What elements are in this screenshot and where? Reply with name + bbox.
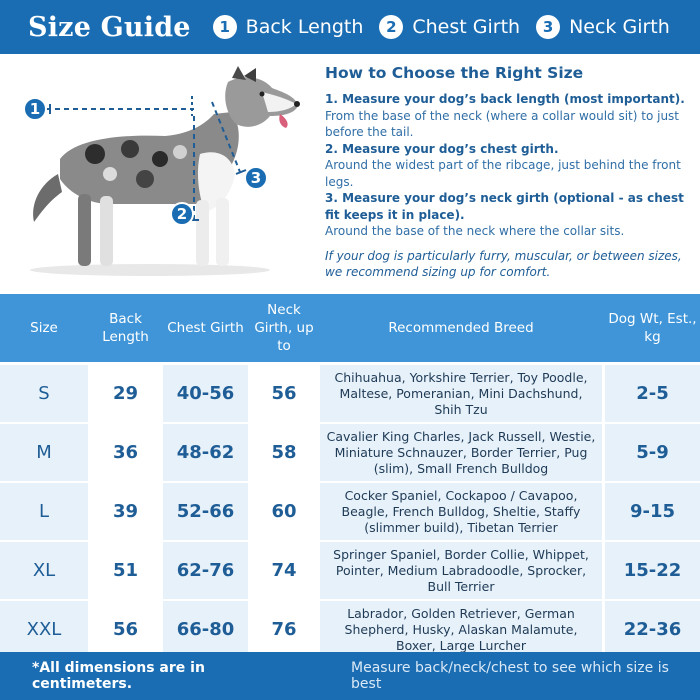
table-row bbox=[0, 542, 700, 599]
measure-tip: Measure back/neck/chest to see which size is best bbox=[351, 660, 669, 692]
step-3-heading: 3. Measure your dog’s neck girth (optional - as chest fit keeps it in place). bbox=[325, 191, 684, 222]
step-2-description: Around the widest part of the ribcage, just behind the front legs. bbox=[325, 158, 681, 189]
header-neck-girth: Neck Girth, up to bbox=[254, 302, 314, 354]
page-title: Size Guide bbox=[28, 11, 191, 43]
number-badge-3: 3 bbox=[536, 15, 560, 39]
chest-girth-cell: 40-56 bbox=[163, 365, 248, 422]
table-row bbox=[0, 365, 700, 422]
breed-cell: Chihuahua, Yorkshire Terrier, Toy Poodle, Maltese, Pomeranian, Mini Dachshund, Shih Tzu bbox=[320, 365, 602, 422]
weight-cell: 15-22 bbox=[605, 542, 700, 599]
dog-measurement-diagram bbox=[0, 54, 318, 292]
chest-girth-cell: 52-66 bbox=[163, 483, 248, 540]
back-length-cell: 51 bbox=[91, 542, 160, 599]
weight-cell: 22-36 bbox=[605, 601, 700, 658]
back-length-cell: 39 bbox=[91, 483, 160, 540]
breed-cell: Springer Spaniel, Border Collie, Whippet, Pointer, Medium Labradoodle, Sprocker, Bull Terrier bbox=[320, 542, 602, 599]
units-note: *All dimensions are in centimeters. bbox=[32, 660, 205, 692]
weight-cell: 2-5 bbox=[605, 365, 700, 422]
weight-cell: 5-9 bbox=[605, 424, 700, 481]
size-cell: M bbox=[0, 424, 88, 481]
marker-2-badge: 2 bbox=[170, 202, 194, 226]
neck-girth-cell: 60 bbox=[251, 483, 317, 540]
chest-girth-cell: 62-76 bbox=[163, 542, 248, 599]
header-recommended-breed: Recommended Breed bbox=[388, 320, 534, 336]
table-row bbox=[0, 483, 700, 540]
neck-girth-cell: 76 bbox=[251, 601, 317, 658]
table-row bbox=[0, 424, 700, 481]
marker-3-badge: 3 bbox=[244, 166, 268, 190]
marker-2 bbox=[170, 202, 194, 226]
number-badge-1: 1 bbox=[213, 15, 237, 39]
header-size: Size bbox=[30, 320, 58, 336]
how-to-title: How to Choose the Right Size bbox=[325, 64, 584, 82]
header-dog-weight: Dog Wt, Est., kg bbox=[608, 311, 697, 345]
breed-cell: Cocker Spaniel, Cockapoo / Cavapoo, Beagle, French Bulldog, Sheltie, Staffy (slimmer build), Tibetan Terrier bbox=[320, 483, 602, 540]
header-chest-girth: Chest Girth bbox=[167, 320, 244, 336]
table-row bbox=[0, 601, 700, 658]
header-item-label: Neck Girth bbox=[569, 16, 670, 38]
table-header bbox=[0, 294, 700, 362]
step-1-description: From the base of the neck (where a collar would sit) to just before the tail. bbox=[325, 108, 680, 139]
chest-girth-cell: 66-80 bbox=[163, 601, 248, 658]
neck-girth-cell: 58 bbox=[251, 424, 317, 481]
number-badge-2: 2 bbox=[379, 15, 403, 39]
size-table bbox=[0, 294, 700, 652]
back-length-cell: 56 bbox=[91, 601, 160, 658]
back-length-cell: 36 bbox=[91, 424, 160, 481]
breed-cell: Labrador, Golden Retriever, German Shepherd, Husky, Alaskan Malamute, Boxer, Large Lurcher bbox=[320, 601, 602, 658]
step-1-heading: 1. Measure your dog’s back length (most important). bbox=[325, 92, 685, 106]
header-item-back-length bbox=[213, 15, 364, 39]
breed-cell: Cavalier King Charles, Jack Russell, Westie, Miniature Schnauzer, Border Terrier, Pug (slim), Small French Bulldog bbox=[320, 424, 602, 481]
size-cell: XL bbox=[0, 542, 88, 599]
marker-1-badge: 1 bbox=[23, 97, 47, 121]
weight-cell: 9-15 bbox=[605, 483, 700, 540]
size-cell: XXL bbox=[0, 601, 88, 658]
step-3-description: Around the base of the neck where the collar sits. bbox=[325, 224, 625, 238]
sizing-note: If your dog is particularly furry, muscular, or between sizes, we recommend sizing up for comfort. bbox=[325, 248, 682, 279]
size-cell: L bbox=[0, 483, 88, 540]
dog-illustration bbox=[0, 54, 318, 292]
marker-3 bbox=[244, 166, 268, 190]
neck-girth-cell: 74 bbox=[251, 542, 317, 599]
chest-girth-cell: 48-62 bbox=[163, 424, 248, 481]
header-item-label: Chest Girth bbox=[412, 16, 521, 38]
back-length-cell: 29 bbox=[91, 365, 160, 422]
how-to-choose-section bbox=[325, 64, 695, 281]
header-item-neck-girth bbox=[536, 15, 670, 39]
header-item-chest-girth bbox=[379, 15, 520, 39]
step-2-heading: 2. Measure your dog’s chest girth. bbox=[325, 141, 559, 156]
neck-girth-cell: 56 bbox=[251, 365, 317, 422]
marker-1 bbox=[23, 97, 47, 121]
header-item-label: Back Length bbox=[245, 16, 364, 38]
header-back-length: Back Length bbox=[102, 311, 149, 345]
title-bar bbox=[0, 0, 700, 54]
footer-bar bbox=[0, 652, 700, 700]
size-cell: S bbox=[0, 365, 88, 422]
